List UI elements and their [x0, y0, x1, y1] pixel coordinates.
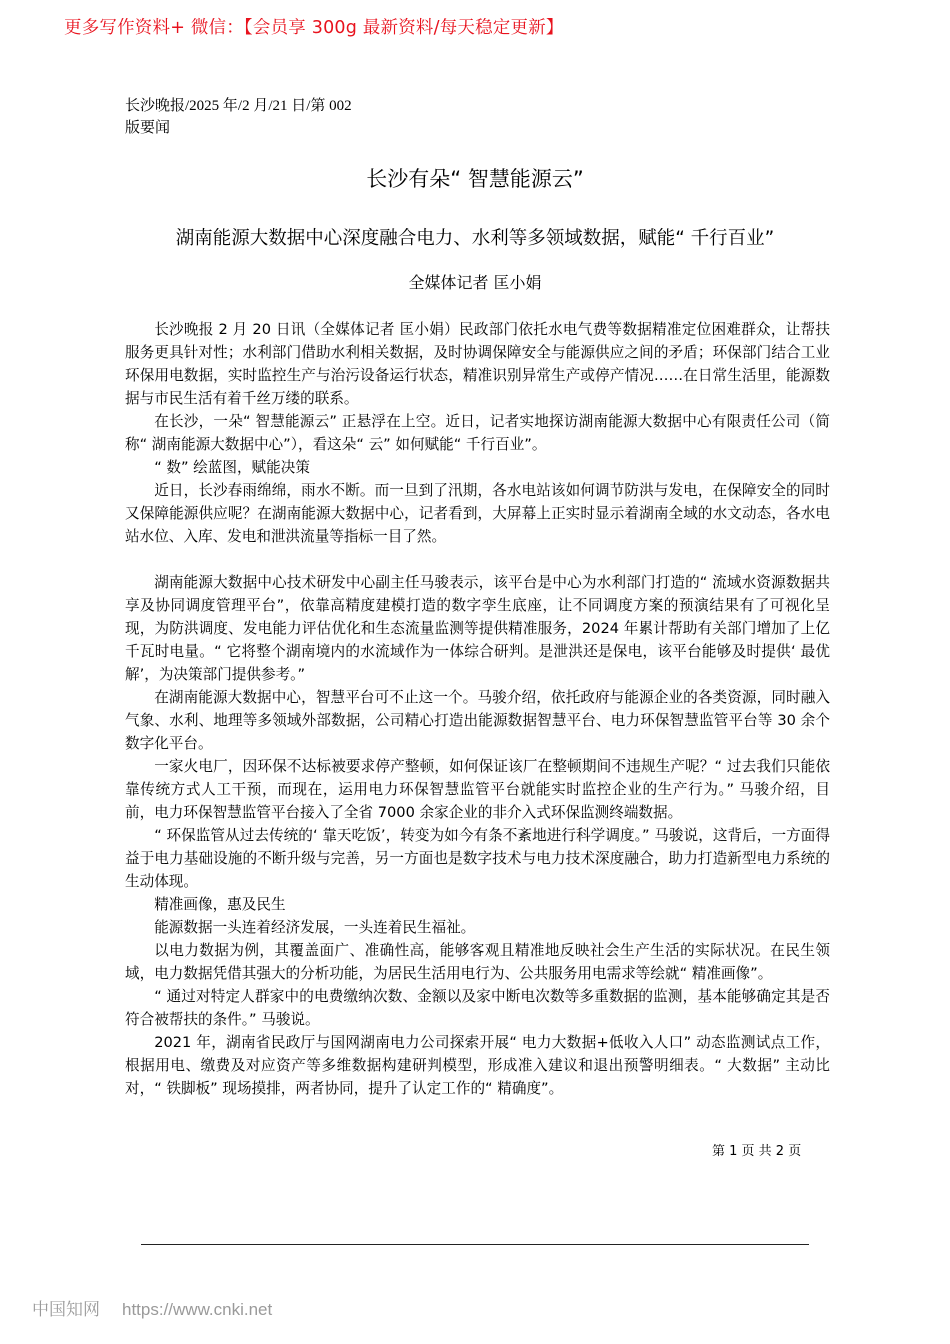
footer-site-name: 中国知网: [32, 1300, 100, 1320]
footer-divider: [141, 1244, 809, 1245]
paragraph: 在长沙，一朵“ 智慧能源云” 正悬浮在上空。近日，记者实地探访湖南能源大数据中心有限责任公司（简称“ 湖南能源大数据中心”），看这朵“ 云” 如何赋能“ 千行百业”。: [125, 413, 830, 453]
paragraph: 湖南能源大数据中心技术研发中心副主任马骏表示，该平台是中心为水利部门打造的“ 流域水资源数据共享及协同调度管理平台”，依靠高精度建模打造的数字孪生底座，让不同调度方案的预演结果有了可视化呈现，为防洪调度、发电能力评估优化和生态流量监测等提供精准服务，2024 年累计帮助有关部门增加了上亿千瓦时电量。“ 它将整个湖南境内的水流域作为一体综合研判。是泄洪还是保电，该平台能够及时提供‘ 最优解’，为决策部门提供参考。”: [125, 574, 830, 683]
paragraph: 在湖南能源大数据中心，智慧平台可不止这一个。马骏介绍，依托政府与能源企业的各类资源，同时融入气象、水利、地理等多领域外部数据，公司精心打造出能源数据智慧平台、电力环保智慧监管平台等 30 余个数字化平台。: [125, 689, 830, 752]
source-info: [125, 95, 352, 139]
paragraph: 长沙晚报 2 月 20 日讯（全媒体记者 匡小娟）民政部门依托水电气费等数据精准定位困难群众，让帮扶服务更具针对性；水利部门借助水利相关数据，及时协调保障安全与能源供应之间的矛盾；环保部门结合工业环保用电数据，实时监控生产与治污设备运行状态，精准识别异常生产或停产情况……在日常生活里，能源数据与市民生活有着千丝万缕的联系。: [125, 321, 830, 407]
source-line-1: 长沙晚报/2025 年/2 月/21 日/第 002: [125, 98, 352, 114]
source-line-2: 版要闻: [125, 120, 171, 136]
page-indicator: 第 1 页 共 2 页: [712, 1144, 802, 1159]
promo-banner: 更多写作资料+ 微信：【会员享 300g 最新资料/每天稳定更新】: [64, 18, 564, 38]
paragraph: 以电力数据为例，其覆盖面广、准确性高，能够客观且精准地反映社会生产生活的实际状况。在民生领域，电力数据凭借其强大的分析功能，为居民生活用电行为、公共服务用电需求等绘就“ 精准画像”。: [125, 942, 830, 982]
article-subtitle: 湖南能源大数据中心深度融合电力、水利等多领域数据，赋能“ 千行百业”: [175, 228, 775, 249]
footer-url[interactable]: https://www.cnki.net: [122, 1300, 273, 1319]
paragraph: 一家火电厂，因环保不达标被要求停产整顿，如何保证该厂在整顿期间不违规生产呢？“ 过去我们只能依靠传统方式人工干预，而现在，运用电力环保智慧监管平台就能实时监控企业的生产行为。” 马骏介绍，目前，电力环保智慧监管平台接入了全省 7000 余家企业的非介入式环保监测终端数据。: [125, 758, 830, 821]
paragraph: 能源数据一头连着经济发展，一头连着民生福祉。: [154, 919, 476, 936]
paragraph: 2021 年，湖南省民政厅与国网湖南电力公司探索开展“ 电力大数据+低收入人口” 动态监测试点工作，根据用电、缴费及对应资产等多维数据构建研判模型，形成准入建议和退出预警明细表。“ 大数据” 主动比对，“ 铁脚板” 现场摸排，两者协同，提升了认定工作的“ 精确度”。: [125, 1034, 830, 1097]
paragraph: 近日，长沙春雨绵绵，雨水不断。而一旦到了汛期，各水电站该如何调节防洪与发电，在保障安全的同时又保障能源供应呢？在湖南能源大数据中心，记者看到，大屏幕上正实时显示着湖南全域的水文动态，各水电站水位、入库、发电和泄洪流量等指标一目了然。: [125, 482, 830, 545]
footer: [32, 1295, 272, 1320]
section-heading: “ 数” 绘蓝图，赋能决策: [154, 459, 310, 476]
article-byline: 全媒体记者 匡小娟: [408, 273, 542, 292]
section-heading: 精准画像，惠及民生: [154, 896, 286, 913]
article-title: 长沙有朵“ 智慧能源云”: [366, 167, 584, 191]
article-body: [125, 318, 830, 1100]
paragraph: “ 通过对特定人群家中的电费缴纳次数、金额以及家中断电次数等多重数据的监测，基本能够确定其是否符合被帮扶的条件。” 马骏说。: [125, 988, 830, 1028]
paragraph: “ 环保监管从过去传统的‘ 靠天吃饭’，转变为如今有条不紊地进行科学调度。” 马骏说，这背后，一方面得益于电力基础设施的不断升级与完善，另一方面也是数字技术与电力技术深度融合，助力打造新型电力系统的生动体现。: [125, 827, 830, 890]
